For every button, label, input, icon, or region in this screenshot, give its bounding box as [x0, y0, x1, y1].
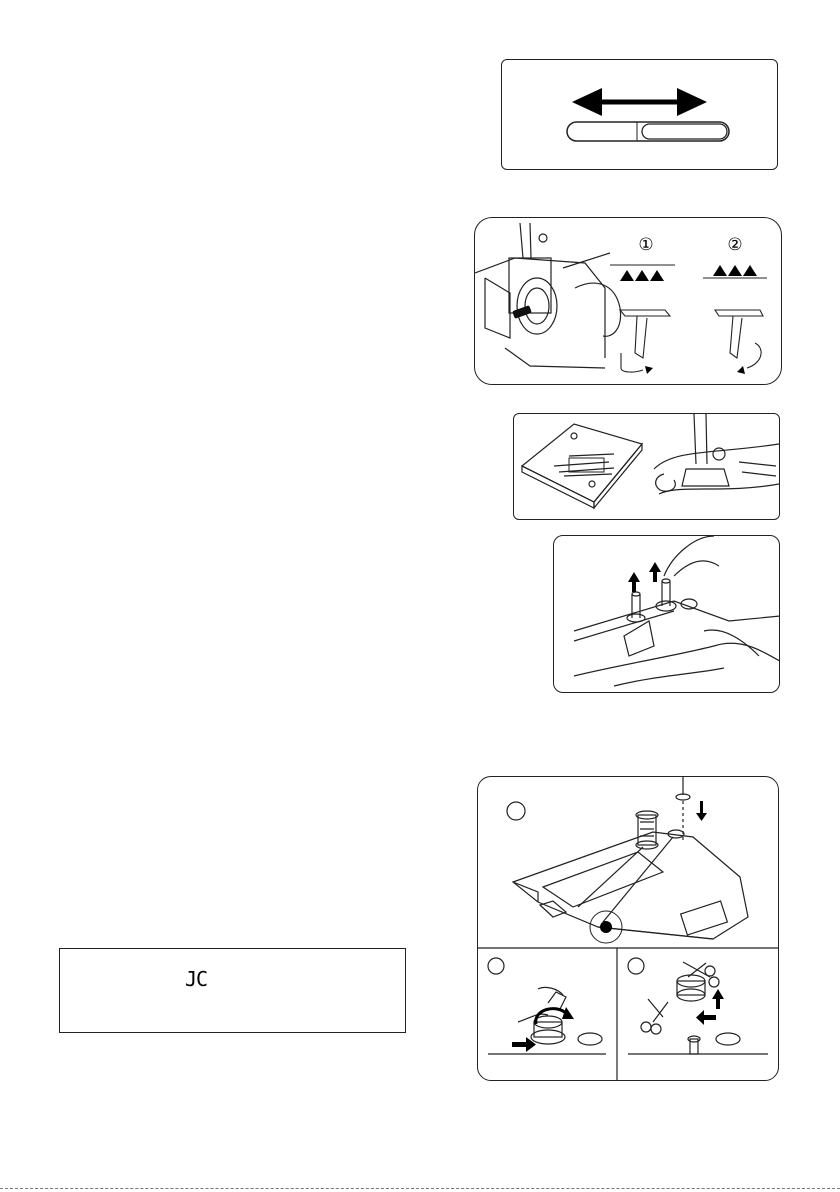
page-bottom-rule [0, 1188, 840, 1189]
lever-up-illustration [715, 310, 763, 374]
spool-pin-figure [553, 535, 780, 693]
bobbin-wind-step-2-illustration [488, 987, 606, 1054]
presser-foot-illustration [654, 414, 779, 494]
up-arrow-icon-2 [649, 562, 661, 582]
step-3-badge [628, 958, 644, 974]
teeth-raised-icon [703, 265, 767, 278]
machine-side-illustration [475, 223, 621, 368]
step-2-badge [488, 958, 504, 974]
spool-pin-left [627, 592, 645, 622]
notice-box [59, 948, 406, 1033]
feed-dog-figure [474, 217, 782, 385]
display-code: JC [185, 967, 208, 991]
spool-pin-right [656, 536, 719, 611]
machine-top-view-illustration [513, 832, 748, 939]
step-1-badge [507, 802, 525, 820]
teeth-lowered-icon [610, 265, 675, 281]
lever-down-illustration [620, 310, 670, 374]
left-arrow-icon [696, 1010, 716, 1025]
option-2-label: ② [727, 235, 743, 255]
lever-handle [512, 305, 532, 319]
up-arrow-icon-3 [712, 989, 724, 1009]
option-1-label: ① [638, 235, 654, 255]
needle-plate-illustration [522, 424, 642, 508]
needle-plate-figure [513, 413, 780, 520]
bobbin-wind-step-3-illustration [628, 962, 768, 1054]
down-arrow-icon [696, 801, 707, 821]
double-arrow-icon [572, 88, 707, 116]
slider-track [567, 122, 729, 141]
bobbin-winding-figure [477, 776, 779, 1081]
up-arrow-icon [628, 572, 640, 592]
machine-top-illustration [574, 601, 780, 686]
slider-figure [501, 59, 778, 170]
spool-illustration [578, 777, 690, 922]
